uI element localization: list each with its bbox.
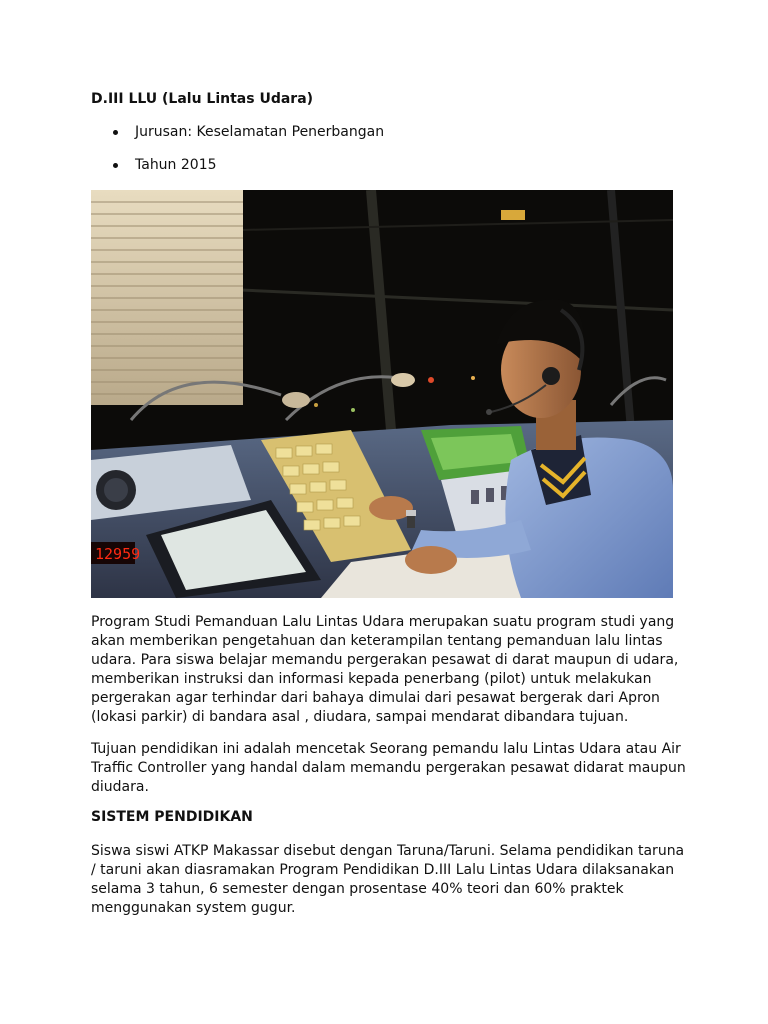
air-traffic-controller-photo xyxy=(91,190,673,598)
bullet-list xyxy=(91,122,384,188)
bullet-dot-icon xyxy=(113,130,118,135)
document-title: D.III LLU (Lalu Lintas Udara) xyxy=(91,91,314,107)
bullet-item xyxy=(91,122,384,155)
clock-display-text: 12959 xyxy=(95,545,141,563)
bullet-text: Jurusan: Keselamatan Penerbangan xyxy=(135,124,385,140)
education-system-paragraph: Siswa siswi ATKP Makassar disebut dengan Taruna/Taruni. Selama pendidikan taruna / taruni akan diasramakan Program Pendidikan D.III Lalu Lintas Udara dilaksanakan selama 3 tahun, 6 semester dengan prosentase 40% teori dan 60% praktek menggunakan system gugur. xyxy=(91,843,685,916)
bullet-item xyxy=(91,155,384,188)
bullet-text: Tahun 2015 xyxy=(135,157,217,173)
program-goal-paragraph: Tujuan pendidikan ini adalah mencetak Seorang pemandu lalu Lintas Udara atau Air Traffic Controller yang handal dalam memandu pergerakan pesawat didarat maupun diudara. xyxy=(91,741,686,795)
program-description-paragraph: Program Studi Pemanduan Lalu Lintas Udara merupakan suatu program studi yang akan memberikan pengetahuan dan keterampilan tentang pemanduan lalu lintas udara. Para siswa belajar memandu pergerakan pesawat di darat maupun di udara, memberikan instruksi dan informasi kepada penerbang (pilot) untuk melakukan pergerakan agar terhindar dari bahaya dimulai dari pesawat bergerak dari Apron (lokasi parkir) di bandara asal , diudara, sampai mendarat dibandara tujuan. xyxy=(91,614,679,725)
section-heading: SISTEM PENDIDIKAN xyxy=(91,809,253,825)
bullet-dot-icon xyxy=(113,163,118,168)
